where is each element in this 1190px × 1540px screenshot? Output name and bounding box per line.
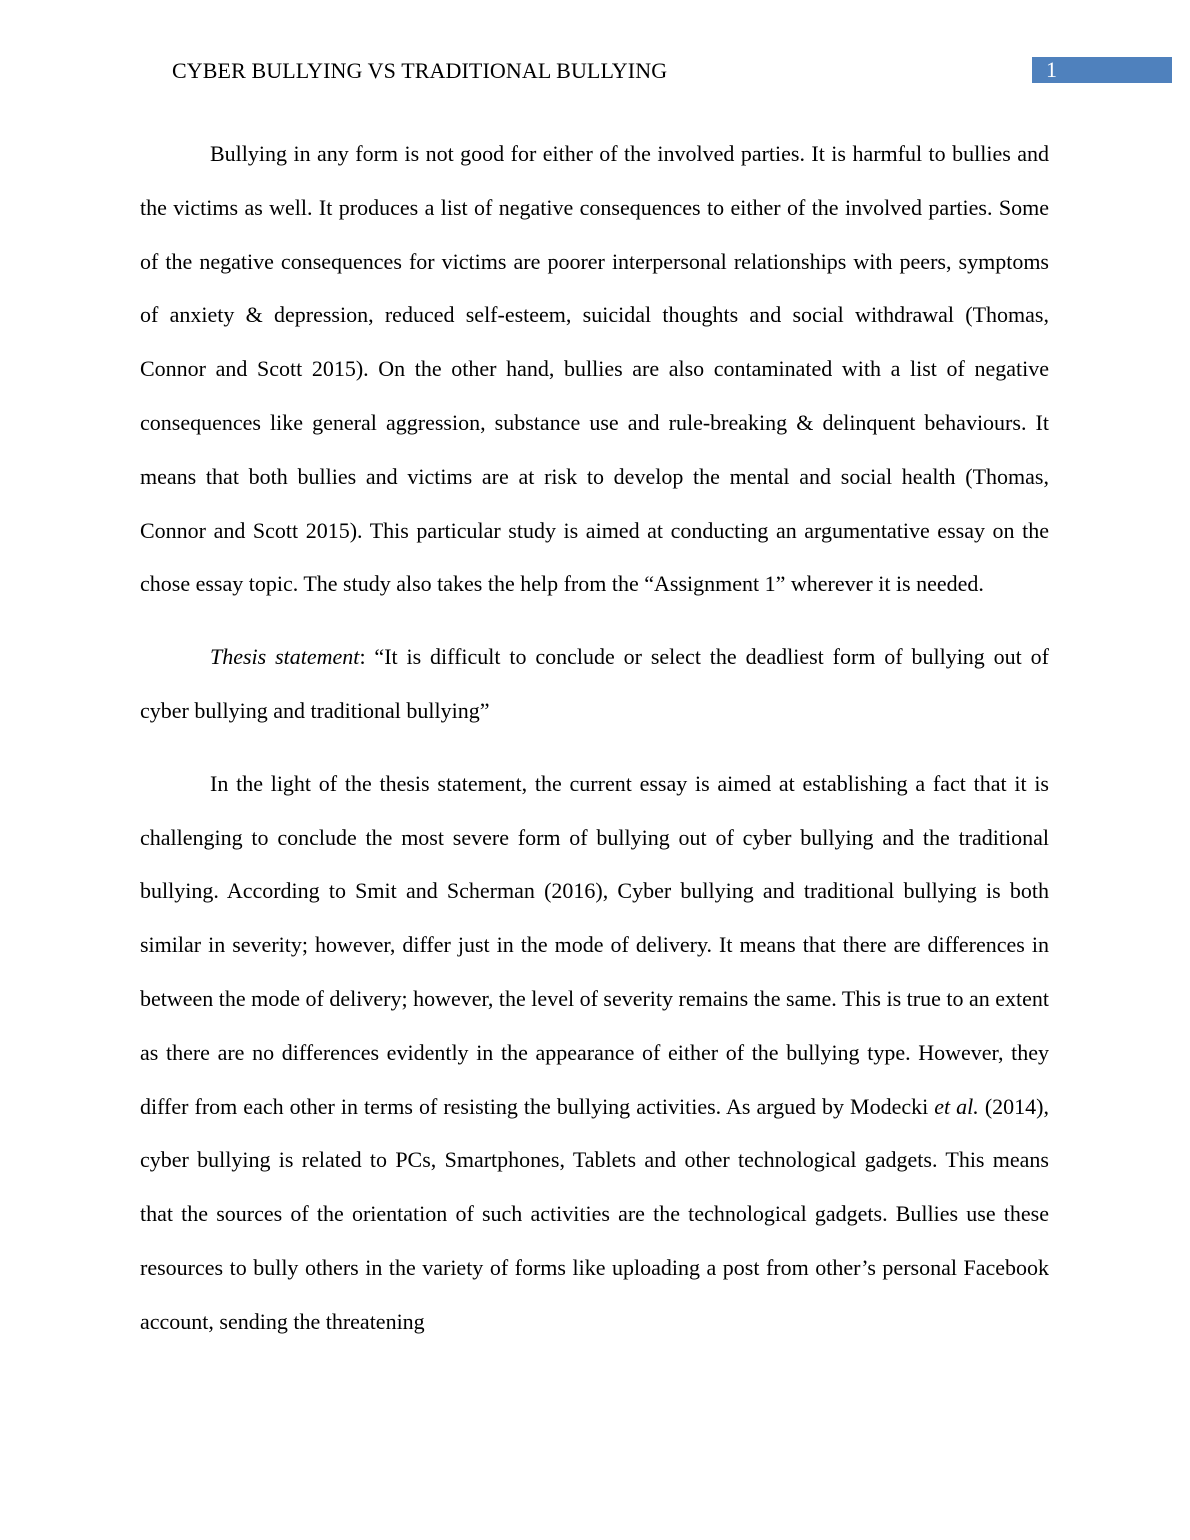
paragraph-thesis — [140, 630, 1049, 738]
citation-et-al: et al. — [934, 1093, 979, 1119]
paragraph-introduction — [140, 127, 1049, 611]
document-body — [140, 127, 1049, 1349]
thesis-text: : “It is difficult to conclude or select the deadliest form of bullying out of cyber bullying and traditional bullying” — [140, 644, 1049, 723]
page-number: 1 — [1046, 57, 1057, 82]
thesis-label: Thesis statement — [210, 644, 360, 670]
paragraph-introduction-text: Bullying in any form is not good for either of the involved parties. It is harmful to bullies and the victims as well. It produces a list of negative consequences to either of the involved parties. Some of the negative consequences for victims are poorer interpersonal relationships with peers, symptoms of anxiety & depression, reduced self-esteem, suicidal thoughts and social withdrawal (Thomas, Connor and Scott 2015). On the other hand, bullies are also contaminated with a list of negative consequences like general aggression, substance use and rule-breaking & delinquent behaviours. It means that both bullies and victims are at risk to develop the mental and social health (Thomas, Connor and Scott 2015). This particular study is aimed at conducting an argumentative essay on the chose essay topic. The study also takes the help from the “Assignment 1” wherever it is needed. — [140, 141, 1049, 597]
paragraph-argument-text-end: (2014), cyber bullying is related to PCs, Smartphones, Tablets and other technological gadgets. This means that the sources of the orientation of such activities are the technological gadgets. Bullies use these resources to bully others in the variety of forms like uploading a post from other’s personal Facebook account, sending the threatening — [140, 1093, 1049, 1334]
page-number-badge — [1032, 57, 1172, 83]
paragraph-argument — [140, 757, 1049, 1349]
running-header-title: CYBER BULLYING VS TRADITIONAL BULLYING — [172, 58, 668, 83]
paragraph-argument-text-start: In the light of the thesis statement, the current essay is aimed at establishing a fact that it is challenging to conclude the most severe form of bullying out of cyber bullying and the traditional bullying. According to Smit and Scherman (2016), Cyber bullying and traditional bullying is both similar in severity; however, differ just in the mode of delivery. It means that there are differences in between the mode of delivery; however, the level of severity remains the same. This is true to an extent as there are no differences evidently in the appearance of either of the bullying type. However, they differ from each other in terms of resisting the bullying activities. As argued by Modecki — [140, 770, 1049, 1119]
